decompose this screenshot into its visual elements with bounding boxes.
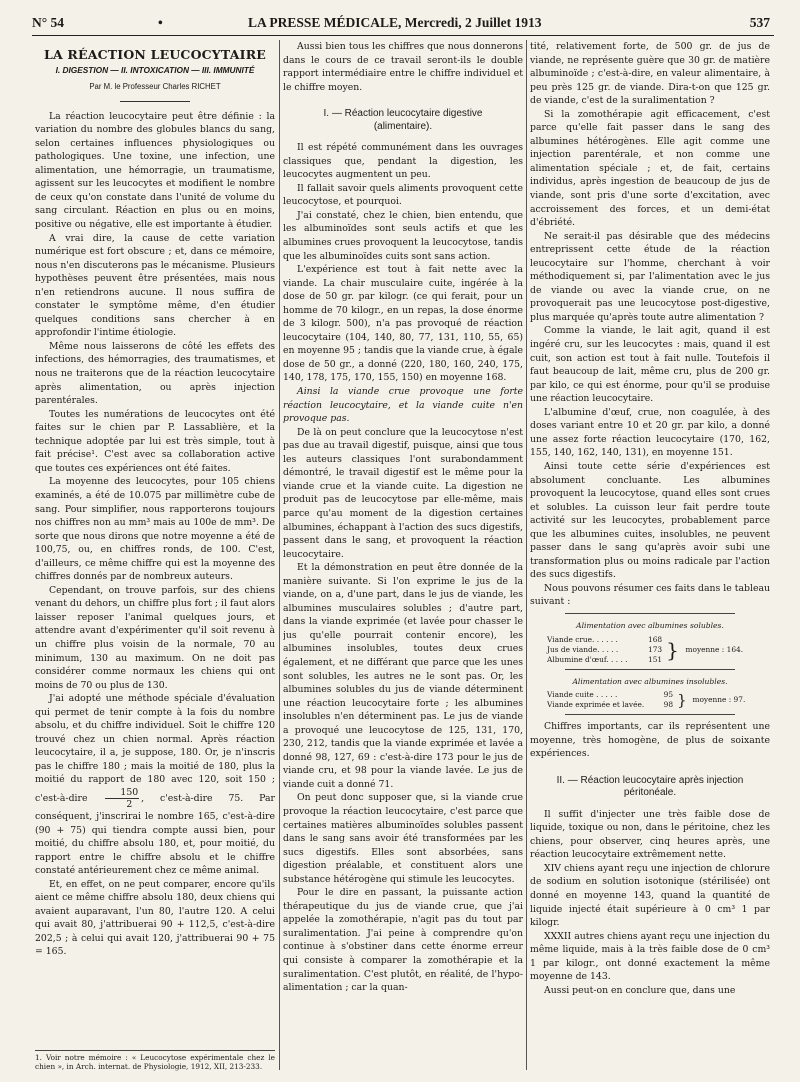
section-heading: I. — Réaction leucocytaire digestive (alimentaire).: [323, 108, 483, 132]
paragraph: Cependant, on trouve parfois, sur des chiens venant du dehors, un chiffre plus fort ; il faut alors laisser reposer l'animal quelques jours, et attendre avant d'expérimenter qu'il soit revenu à un chiffre plus voisin de la normale, 70 au minimum, 130 au maximum. On ne doit pas considérer comme normaux les chiens qui ont moins de 70 ou plus de 130.: [35, 584, 275, 691]
paragraph: Pour le dire en passant, la puissante action thérapeutique du jus de viande crue, que j'ai appelée la zomothérapie, n'agit pas du tout par suralimentation. J'ai peine à comprendre qu'on continue à s'obstiner dans cette énorme erreur qui consiste à comparer la zomothérapie et la suralimentation. C'est plutôt, en réalité, de l'hypo-alimentation ; car la quan-: [283, 887, 523, 994]
column-3: [530, 40, 770, 1072]
footnote: 1. Voir notre mémoire : « Leucocytose expérimentale chez le chien », in Arch. internat. de Physiologie, 1912, XII, 213-233.: [35, 1050, 275, 1072]
paragraph: XIV chiens ayant reçu une injection de chlorure de sodium en solution isotonique (stérilisée) ont donné en moyenne 143, quand la quantité de liquide injecté était supérieure à 0 cm³ 1 par kilogr.: [530, 862, 770, 929]
article-subtitle: I. DIGESTION — II. INTOXICATION — III. IMMUNITÉ: [55, 64, 255, 75]
column-divider: [279, 40, 280, 1070]
table-cell-value: 95: [663, 690, 674, 700]
table-cell-value: 168: [648, 634, 663, 644]
issue-number: N° 54: [32, 15, 65, 30]
table-rule: [565, 714, 735, 715]
brace-glyph: }: [677, 691, 687, 710]
paragraph: La moyenne des leucocytes, pour 105 chiens examinés, a été de 10.075 par millimètre cube de sang. Pour simplifier, nous rapporterons toujours nos chiffres non au mm³ mais au 100e de mm³. De sorte que nous dirons que notre moyenne a été de 100,75, ou, en chiffres ronds, de 100. C'est, d'ailleurs, ce même chiffre qui est la moyenne des chiffres donnés par de nombreux auteurs.: [35, 476, 275, 583]
paragraph: Chiffres importants, car ils représentent une moyenne, très homogène, de plus de soixante expériences.: [530, 721, 770, 760]
column-2: [283, 40, 523, 1072]
paragraph: [35, 692, 275, 878]
paragraph: Aussi peut-on en conclure que, dans une: [544, 984, 736, 996]
paragraph-part: , c'est-à-dire 75. Par conséquent, j'inscrirai le nombre 165, c'est-à-dire (90 + 75) qui tiendra compte aussi bien, pour moitié, du chiffre absolu 180, et, pour moitié, du rapport entre le chiffre absolu et le chiffre constaté antérieurement chez ce même animal.: [35, 792, 275, 877]
paragraph: Ainsi toute cette série d'expériences est absolument concluante. Les albumines provoquent la leucocytose, quand elles sont crues et solubles. La cuisson leur fait perdre toute activité sur les leucocytes, probablement parce que les albumines cuites, insolubles, ne peuvent passer dans le sang qu'après avoir subi une transformation plus ou moins radicale par l'action des sucs digestifs.: [530, 460, 770, 581]
paragraph: Ainsi la viande crue provoque une forte réaction leucocytaire, et la viande cuite n'en provoque pas.: [283, 386, 523, 425]
article-title: LA RÉACTION LEUCOCYTAIRE: [43, 47, 267, 62]
paragraph: L'albumine d'œuf, crue, non coagulée, à des doses variant entre 10 et 20 gr. par kilo, a donné une assez forte réaction leucocytaire (170, 162, 155, 140, 162, 140, 131), en moyenne 151.: [530, 406, 770, 459]
title-separator: [120, 101, 190, 102]
paragraph: Aussi bien tous les chiffres que nous donnerons dans le cours de ce travail seront-ils le double rapport intermédiaire entre le chiffre individuel et le chiffre moyen.: [283, 41, 523, 93]
paragraph: Ne serait-il pas désirable que des médecins entreprissent cette étude de la réaction leucocytaire sur l'homme, cherchant à voir méthodiquement si, par l'alimentation avec le jus de viande ou avec la viande crue, on ne provoquerait pas une leucocytose post-digestive, plus marquée qu'après toute autre alimentation ?: [530, 230, 770, 323]
paragraph: A vrai dire, la cause de cette variation numérique est fort obscure ; et, dans ce mémoire, nous n'en discuterons pas le mécanisme. Plusieurs hypothèses peuvent être présentées, mais nous n'en retiendrons aucune. Il nous suffira de constater le symptôme même, d'en étudier quelques conditions sans chercher à en approfondir l'intime étiologie.: [35, 232, 275, 339]
fraction: [105, 787, 139, 810]
table-summary: moyenne : 97.: [692, 695, 746, 705]
table-caption: Alimentation avec albumines insolubles.: [572, 676, 728, 686]
fraction-numerator: 150: [105, 787, 139, 799]
fraction-denominator: 2: [126, 798, 133, 810]
page-header: [32, 12, 774, 36]
table-row: [545, 635, 755, 645]
table-rule: [565, 613, 735, 614]
paragraph: Il fallait savoir quels aliments provoquent cette leucocytose, et pourquoi.: [283, 182, 523, 208]
article-byline: Par M. le Professeur Charles RICHET: [89, 82, 221, 92]
paragraph: On peut donc supposer que, si la viande crue provoque la réaction leucocytaire, c'est parce que certaines matières albuminoïdes solubles passent dans le sang sans avoir été transformées par les sucs digestifs. Elles sont absorbées, sans digestion préalable, et constituent alors une substance hétérogène qui stimule les leucocytes.: [283, 792, 523, 885]
table-cell-label: Viande exprimée et lavée.: [547, 700, 645, 710]
paragraph: Et, en effet, on ne peut comparer, encore qu'ils aient ce même chiffre absolu 180, deux chiens qui avaient auparavant, l'un 80, l'autre 120. A celui qui avait 80, j'attribuerai 90 + 112,5, c'est-à-dire 202,5 ; à celui qui avait 120, j'attribuerai 90 + 75 = 165.: [35, 878, 275, 958]
paragraph: Si la zomothérapie agit efficacement, c'est parce qu'elle fait passer dans le sang des albumines hétérogènes. Elle agit comme une injection parentérale, et non comme une alimentation spéciale ; et, de fait, certains individus, après ingestion de beaucoup de jus de viande, sont pris d'une sorte d'excitation, avec accroissement des forces, et un demi-état d'ébriété.: [530, 108, 770, 229]
paragraph: Il est répété communément dans les ouvrages classiques que, pendant la digestion, les leucocytes augmentent un peu.: [283, 142, 523, 181]
table-cell-value: 98: [663, 700, 674, 710]
summary-table-soluble: [545, 635, 755, 665]
brace-glyph: }: [666, 637, 679, 662]
paragraph: tité, relativement forte, de 500 gr. de jus de viande, ne représente guère que 30 gr. de matière albuminoïde ; c'est-à-dire, en valeur alimentaire, à peu près 125 gr. de viande. Dira-t-on que 125 gr. de viande, c'est de la suralimentation ?: [530, 41, 770, 107]
table-rule: [565, 669, 735, 670]
header-bullet: •: [158, 15, 163, 30]
paragraph-part: J'ai adopté une méthode spéciale d'évaluation qui permet de tenir compte à la fois du nombre absolu, et du chiffre individuel. Soit le chiffre 120 trouvé chez un chien normal. Après réaction leucocytaire, il a, je suppose, 180. Or, je n'inscris pas le chiffre 180 ; mais la moitié de 180, plus la moitié du rapport de 180 avec 120, soit 150 ; c'est-à-dire: [35, 693, 275, 804]
paragraph: XXXII autres chiens ayant reçu une injection du même liquide, mais à la très faible dose de 0 cm³ 1 par kilogr., ont donné exactement la même moyenne de 143.: [530, 930, 770, 983]
table-row: [545, 690, 755, 700]
paragraph: J'ai constaté, chez le chien, bien entendu, que les albuminoïdes sont seuls actifs et que les albumines crues provoquent la leucocytose, tandis que les albuminoïdes cuits sont sans action.: [283, 209, 523, 262]
paragraph: L'expérience est tout à fait nette avec la viande. La chair musculaire cuite, ingérée à la dose de 50 gr. par kilogr. (ce qui ferait, pour un homme de 70 kilogr., en un repas, la dose énorme de 3 kilogr. 500), n'a pas provoqué de réaction leucocytaire (104, 140, 80, 77, 131, 110, 55, 65) en moyenne 95 ; tandis que la viande crue, à égale dose de 50 gr., a donné (220, 180, 160, 240, 175, 140, 178, 175, 170, 155, 150) en moyenne 168.: [283, 264, 523, 384]
table-summary: moyenne : 164.: [685, 644, 744, 654]
table-cell-label: Albumine d'œuf. . . . .: [547, 654, 628, 664]
paragraph: Toutes les numérations de leucocytes ont été faites sur le chien par P. Lassablière, et la technique adoptée par lui est très simple, tout à fait précise¹. C'est avec sa collaboration active que toutes ces expériences ont été faites.: [35, 408, 275, 474]
table-cell-value: 151: [648, 654, 663, 664]
paragraph: Nous pouvons résumer ces faits dans le tableau suivant :: [530, 582, 770, 608]
column-1: [35, 40, 275, 1072]
column-divider: [526, 40, 527, 1070]
table-cell-value: 173: [648, 644, 663, 654]
table-cell-label: Viande cuite . . . . .: [547, 690, 618, 700]
table-caption: Alimentation avec albumines solubles.: [576, 620, 724, 630]
page-number: 537: [749, 15, 770, 30]
paragraph: Il suffit d'injecter une très faible dose de liquide, toxique ou non, dans le péritoine, chez les chiens, pour observer, cinq heures après, une réaction leucocytaire extrêmement nette.: [530, 808, 770, 861]
section-heading: II. — Réaction leucocytaire après injection péritonéale.: [556, 774, 744, 799]
paragraph: De là on peut conclure que la leucocytose n'est pas due au travail digestif, puisque, ainsi que tous les auteurs classiques l'ont surabondamment démontré, le travail digestif est le même pour la viande crue et la viande cuite. La digestion ne produit pas de leucocytose par elle-même, mais parce qu'au moment de la digestion certaines albumines, échappant à l'action des sucs digestifs, passent dans le sang, et provoquent la réaction leucocytaire.: [283, 426, 523, 560]
paragraph: La réaction leucocytaire peut être définie : la variation du nombre des globules blancs du sang, selon certaines influences physiologiques ou pathologiques. Une toxine, une infection, une alimentation, une hémorragie, un traumatisme, agissent sur les leucocytes et modifient le nombre de ceux qu'on constate dans l'unité de volume du sang circulant. Réaction en plus ou en moins, positive ou négative, elle est importante à étudier.: [35, 110, 275, 231]
paragraph: Et la démonstration en peut être donnée de la manière suivante. Si l'on exprime le jus de la viande, on a, d'une part, dans le jus de viande, les albumines musculaires solubles ; d'autre part, dans la viande exprimée (et lavée pour chasser le jus qu'elle pourrait contenir encore), les albumines insolubles, toutes deux crues également, et ne différant que parce que les unes sont solubles, les autres ne le sont pas. Or, les albumines solubles du jus de viande déterminent une réaction leucocytaire forte ; les albumines insolubles n'en déterminent pas. Le jus de viande a provoqué une leucocytose de 125, 131, 170, 230, 212, tandis que la viande exprimée et lavée a donné 98, 127, 69 : c'est-à-dire 173 pour le jus de viande cru, et 98 pour la viande lavée. Le jus de viande cuit a donné 71.: [283, 562, 523, 790]
table-cell-label: Viande crue. . . . . .: [547, 634, 618, 644]
journal-title: LA PRESSE MÉDICALE, Mercredi, 2 Juillet 1913: [248, 15, 542, 30]
table-cell-label: Jus de viande. . . . .: [547, 644, 619, 654]
paragraph: Même nous laisserons de côté les effets des infections, des hémorragies, des traumatismes, et nous ne traiterons que de la réaction leucocytaire après alimentation, ou après injection parentérales.: [35, 340, 275, 407]
paragraph: Comme la viande, le lait agit, quand il est ingéré cru, sur les leucocytes : mais, quand il est cuit, son action est tout à fait nulle. Toutefois il faut beaucoup de lait, même cru, plus de 200 gr. par kilo, ce qui est énorme, pour qu'il se produise une réaction leucocytaire.: [530, 325, 770, 405]
summary-table-insoluble: [545, 690, 755, 710]
